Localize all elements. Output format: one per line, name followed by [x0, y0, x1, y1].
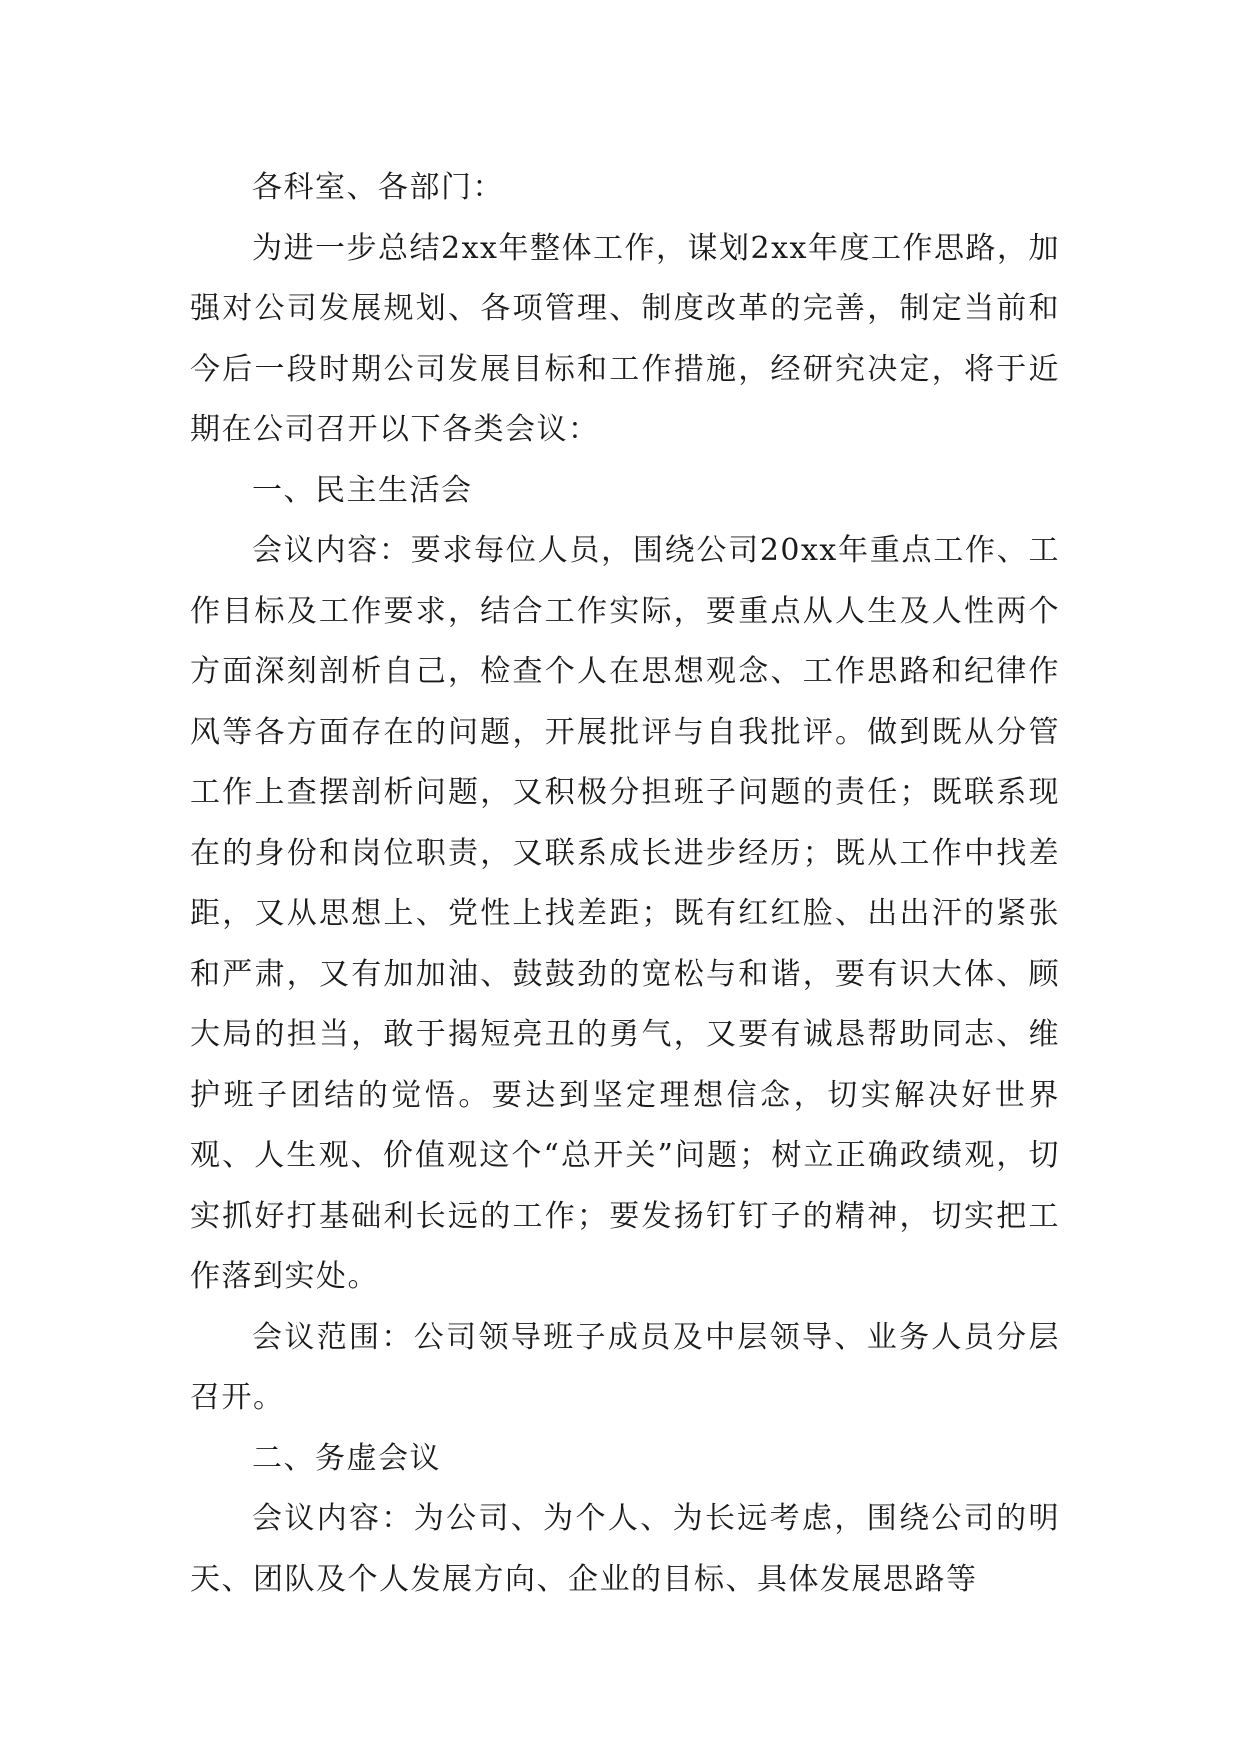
- meeting-content-paragraph: 会议内容：要求每位人员，围绕公司20xx年重点工作、工作目标及工作要求，结合工作实际，要重点从人生及人性两个方面深刻剖析自己，检查个人在思想观念、工作思路和纪律作风等各方面存在的问题，开展批评与自我批评。做到既从分管工作上查摆剖析问题，又积极分担班子问题的责任；既联系现在的身份和岗位职责，又联系成长进步经历；既从工作中找差距，又从思想上、党性上找差距；既有红红脸、出出汗的紧张和严肃，又有加加油、鼓鼓劲的宽松与和谐，要有识大体、顾大局的担当，敢于揭短亮丑的勇气，又要有诚恳帮助同志、维护班子团结的觉悟。要达到坚定理想信念，切实解决好世界观、人生观、价值观这个“总开关”问题；树立正确政绩观，切实抓好打基础利长远的工作；要发扬钉钉子的精神，切实把工作落到实处。: [190, 533, 1060, 1294]
- intro-paragraph: 为进一步总结2xx年整体工作，谋划2xx年度工作思路，加强对公司发展规划、各项管理、制度改革的完善，制定当前和今后一段时期公司发展目标和工作措施，经研究决定，将于近期在公司召开以下各类会议：: [190, 230, 1060, 447]
- document-body: [190, 158, 1060, 1610]
- section-heading: 二、务虚会议: [252, 1440, 441, 1476]
- salutation-paragraph: 各科室、各部门：: [252, 170, 504, 205]
- section-heading: 一、民主生活会: [252, 472, 473, 508]
- meeting-scope-paragraph: 会议范围：公司领导班子成员及中层领导、业务人员分层召开。: [190, 1319, 1060, 1415]
- meeting-content-paragraph: 会议内容：为公司、为个人、为长远考虑，围绕公司的明天、团队及个人发展方向、企业的目标、具体发展思路等: [190, 1501, 1060, 1597]
